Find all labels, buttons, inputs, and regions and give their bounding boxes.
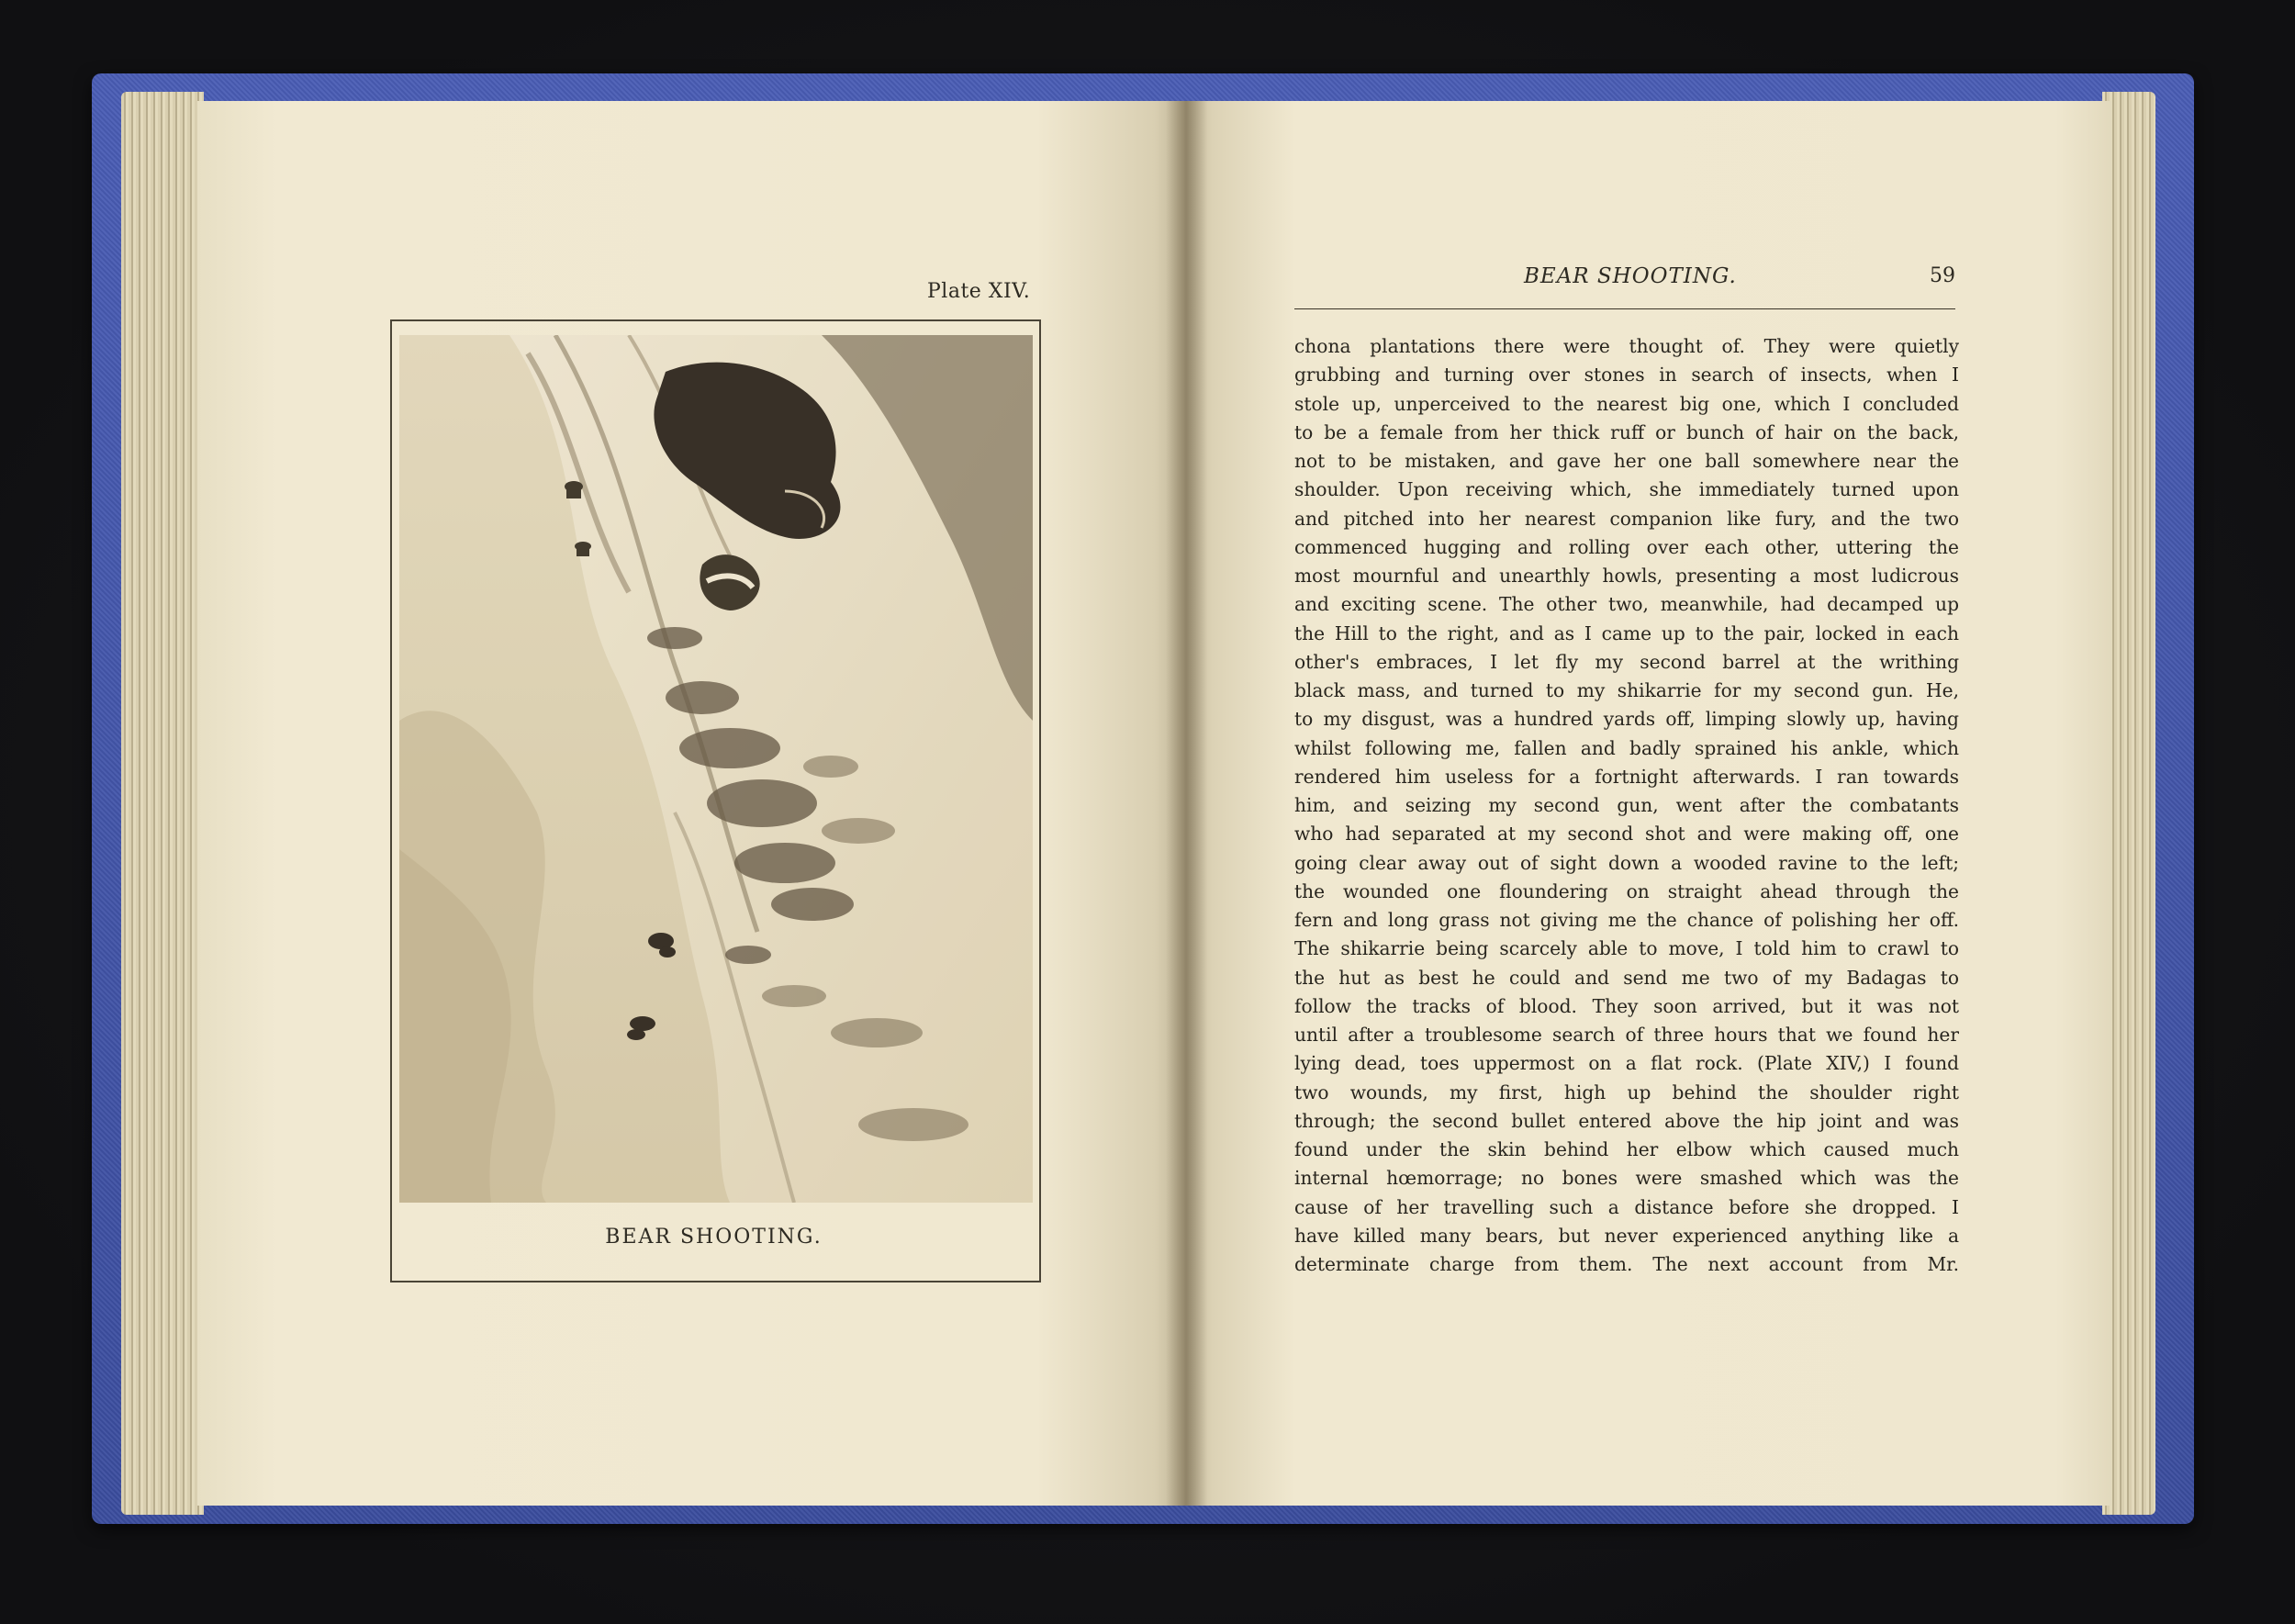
text-line: internal hœmorrage; no bones were smashed which was the (1294, 1167, 1959, 1190)
plate-label: Plate XIV. (927, 280, 1031, 303)
text-line: to be a female from her thick ruff or bunch of hair on the back, (1294, 420, 1959, 443)
text-line: him, and seizing my second gun, went after the combatants (1294, 794, 1959, 816)
text-line: other's embraces, I let fly my second barrel at the writhing (1294, 650, 1959, 673)
running-title: BEAR SHOOTING. (1524, 264, 1737, 288)
text-line: black mass, and turned to my shikarrie for my second gun. He, (1294, 679, 1959, 701)
text-line: the wounded one floundering on straight ahead through the (1294, 879, 1959, 902)
text-line: grubbing and turning over stones in search of insects, when I (1294, 364, 1959, 386)
text-line: going clear away out of sight down a wooded ravine to the left; (1294, 851, 1959, 874)
text-line: chona plantations there were thought of. They were quietly (1294, 335, 1959, 357)
text-line: and exciting scene. The other two, meanwhile, had decamped up (1294, 593, 1959, 616)
text-line: the hut as best he could and send me two of my Badagas to (1294, 966, 1959, 989)
text-line: through; the second bullet entered above the hip joint and was (1294, 1109, 1959, 1132)
text-line: until after a troublesome search of three hours that we found her (1294, 1024, 1959, 1046)
page-edges-left (121, 92, 204, 1515)
text-line: most mournful and unearthly howls, presenting a most ludicrous (1294, 565, 1959, 587)
text-line: two wounds, my first, high up behind the shoulder right (1294, 1081, 1959, 1103)
text-line: who had separated at my second shot and were making off, one (1294, 823, 1959, 846)
body-text (1294, 332, 1959, 1279)
text-line: not to be mistaken, and gave her one ball somewhere near the (1294, 450, 1959, 472)
text-line: fern and long grass not giving me the chance of polishing her off. (1294, 909, 1959, 931)
text-line: have killed many bears, but never experienced anything like a (1294, 1224, 1959, 1247)
text-line: cause of her travelling such a distance before she dropped. I (1294, 1195, 1959, 1218)
page-number: 59 (1930, 264, 1955, 287)
text-line: stole up, unperceived to the nearest big one, which I concluded (1294, 392, 1959, 415)
text-line: commenced hugging and rolling over each other, uttering the (1294, 535, 1959, 558)
text-line: found under the skin behind her elbow which caused much (1294, 1138, 1959, 1160)
plate-caption: BEAR SHOOTING. (605, 1226, 823, 1249)
book-gutter (1166, 101, 1207, 1506)
text-line: lying dead, toes uppermost on a flat rock. (Plate XIV,) I found (1294, 1052, 1959, 1075)
text-line: whilst following me, fallen and badly sprained his ankle, which (1294, 736, 1959, 759)
text-line: The shikarrie being scarcely able to move, I told him to crawl to (1294, 937, 1959, 960)
text-line: rendered him useless for a fortnight afterwards. I ran towards (1294, 765, 1959, 788)
text-line: determinate charge from them. The next account from Mr. (1294, 1253, 1959, 1275)
plate-illustration (399, 335, 1033, 1203)
text-line: the Hill to the right, and as I came up to the pair, locked in each (1294, 622, 1959, 644)
text-line: shoulder. Upon receiving which, she immediately turned upon (1294, 478, 1959, 501)
text-line: and pitched into her nearest companion like fury, and the two (1294, 507, 1959, 530)
running-head (1294, 263, 1955, 309)
text-line: to my disgust, was a hundred yards off, limping slowly up, having (1294, 708, 1959, 731)
text-line: follow the tracks of blood. They soon arrived, but it was not (1294, 994, 1959, 1017)
